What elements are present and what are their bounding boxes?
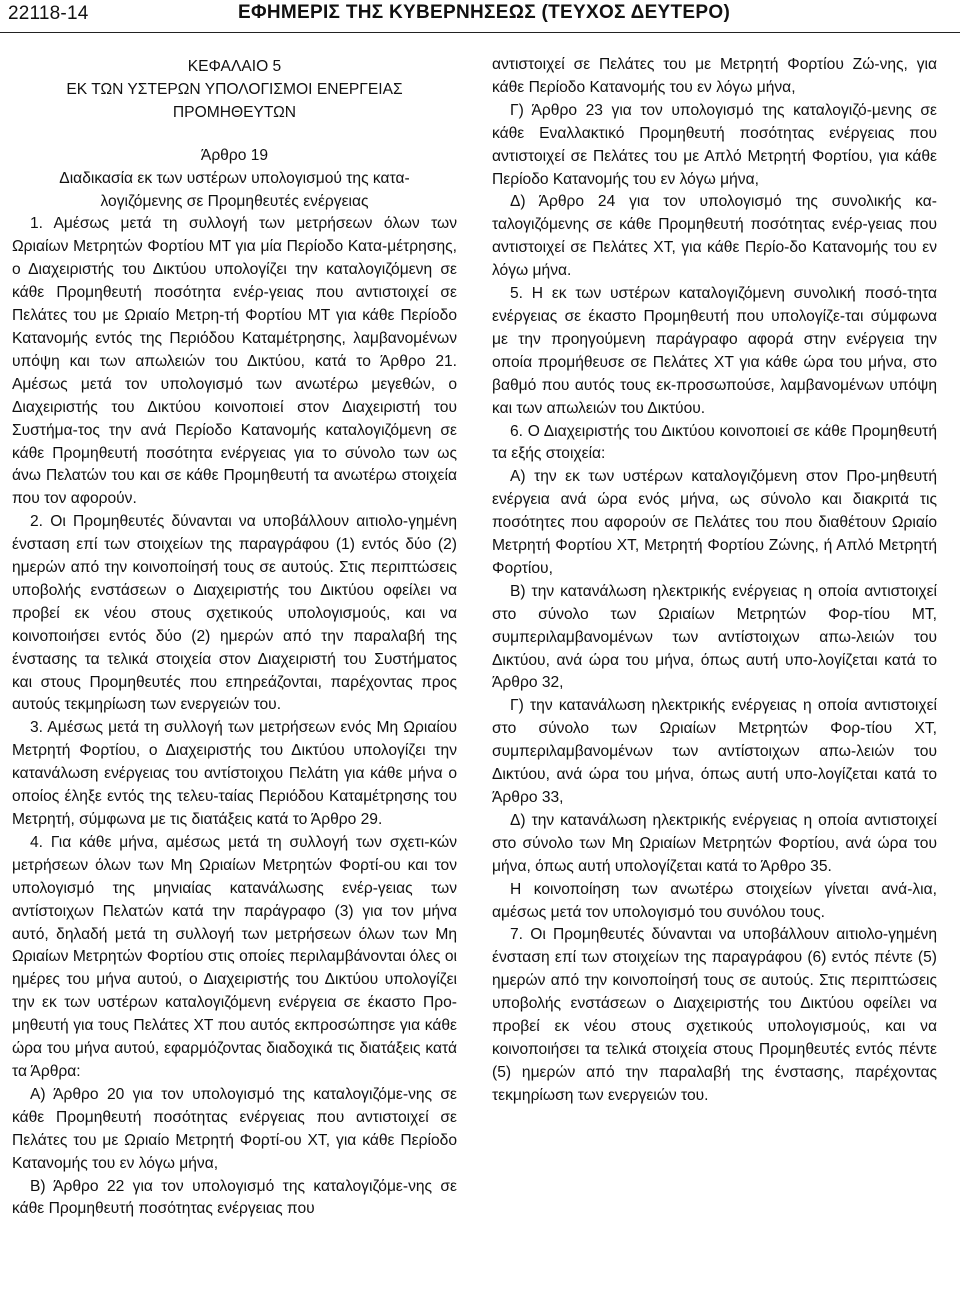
chapter-number: ΚΕΦΑΛΑΙΟ 5	[187, 58, 282, 75]
chapter-title-line: ΠΡΟΜΗΘΕΥΤΩΝ	[172, 103, 297, 121]
paragraph: Γ) την κατανάλωση ηλεκτρικής ενέργειας η οποία αντιστοιχεί στο σύνολο των Ωριαίων Μετρητών Φορ-τίου ΧΤ, συμπεριλαμβανομένων των αντίστοιχων απω-λειών του Δικτύου, ανά ώρα του μήνα, όπως αυτή υπο-λογίζεται κατά το Άρθρο 33,	[492, 697, 937, 806]
paragraph: Η κοινοποίηση των ανωτέρω στοιχείων γίνεται ανά-λια, αμέσως μετά τον υπολογισμό του συνόλου τους.	[492, 880, 937, 921]
paragraph: Α) Άρθρο 20 για τον υπολογισμό της καταλογιζόμε-νης σε κάθε Προμηθευτή ποσότητας ενέργειας που αντιστοιχεί σε Πελάτες του με Ωριαίο Μετρητή Φορτί-ου ΧΤ, για κάθε Περίοδο Κατανομής του εν λόγω μήνα,	[12, 1085, 457, 1172]
article-title-line: Διαδικασία εκ των υστέρων υπολογισμού της κατα-	[59, 169, 410, 187]
article-number: Άρθρο 19	[200, 146, 269, 164]
paragraph: Δ) Άρθρο 24 για τον υπολογισμό της συνολικής κα-ταλογιζόμενης σε κάθε Προμηθευτή ποσότητας ενέρ-γειας που αντιστοιχεί σε Πελάτες ΧΤ, για κάθε Περίο-δο Κατανομής του εν λόγω μήνα.	[492, 193, 937, 280]
article-title-line: λογιζόμενης σε Προμηθευτές ενέργειας	[100, 192, 369, 210]
paragraph: 7. Οι Προμηθευτές δύνανται να υποβάλλουν αιτιολο-γημένη ένσταση επί των στοιχείων της παραγράφου (6) εντός πέντε (5) ημερών από την κοινοποίησή τους σε αυτούς. Στις περιπτώσεις υποβολής ενστάσεων ο Διαχειριστής του Δικτύου οφείλει να προβεί εκ νέου στους σχετικούς υπολογισμούς, και να κοινοποιήσει τα τελικά στοιχεία στους Προμηθευτές εντός πέντε (5) ημερών από την παραλαβή της ένστασης, παρέχοντας τεκμηρίωση των ενεργειών του.	[492, 926, 937, 1104]
page-header	[0, 0, 960, 33]
chapter-title-line: ΕΚ ΤΩΝ ΥΣΤΕΡΩΝ ΥΠΟΛΟΓΙΣΜΟΙ ΕΝΕΡΓΕΙΑΣ	[66, 80, 403, 98]
paragraph: Δ) την κατανάλωση ηλεκτρικής ενέργειας η οποία αντιστοιχεί στο σύνολο των Μη Ωριαίων Μετρητών Φορτίου, ανά ώρα του μήνα, όπως αυτή υπολογίζεται κατά το Άρθρο 35.	[492, 811, 937, 875]
paragraph: Β) Άρθρο 22 για τον υπολογισμό της καταλογιζόμε-νης σε κάθε Προμηθευτή ποσότητας ενέργειας που	[12, 1177, 457, 1218]
chapter-heading	[12, 56, 457, 125]
paragraph: 6. Ο Διαχειριστής του Δικτύου κοινοποιεί σε κάθε Προμηθευτή τα εξής στοιχεία:	[492, 422, 937, 463]
paragraph: 1. Αμέσως μετά τη συλλογή των μετρήσεων όλων των Ωριαίων Μετρητών Φορτίου ΜΤ για μία Περίοδο Κατα-μέτρησης, ο Διαχειριστής του Δικτύου υπολογίζει την καταλογιζόμενη σε κάθε Προμηθευτή ποσότητα ενέρ-γειας που αντιστοιχεί σε Πελάτες του με Ωριαίο Μετρη-τή Φορτίου ΜΤ για κάθε Περίοδο Κατανομής εντός της Περιόδου Καταμέτρησης, λαμβανομένων υπόψη και των απωλειών του Δικτύου, κατά το Άρθρο 21. Αμέσως μετά τον υπολογισμό των ανωτέρω μεγεθών, ο Διαχειριστής του Δικτύου κοινοποιεί στον Διαχειριστή του Συστήμα-τος την ανά Περίοδο Κατανομής καταλογιζόμενη σε κάθε Προμηθευτή ποσότητα ενέργειας για το σύνολο των ως άνω Πελατών του και σε κάθε Προμηθευτή τα ανωτέρω στοιχεία που τον αφορούν.	[12, 215, 457, 508]
paragraph: 3. Αμέσως μετά τη συλλογή των μετρήσεων ενός Μη Ωριαίου Μετρητή Φορτίου, ο Διαχειριστής του Δικτύου υπολογίζει την κατανάλωση ενέργειας του αντίστοιχου Πελάτη για κάθε μήνα ο οποίος έληξε εντός της τελευ-ταίας Περιόδου Καταμέτρησης του Μετρητή, σύμφωνα με τις διατάξεις κατά το Άρθρο 29.	[12, 719, 457, 828]
page-number: 22118-14	[8, 3, 89, 24]
paragraph: Γ) Άρθρο 23 για τον υπολογισμό της καταλογιζό-μενης σε κάθε Εναλλακτικό Προμηθευτή ποσότητας ενέργειας που αντιστοιχεί σε Πελάτες του με Απλό Μετρητή Φορτίου, για κάθε Περίοδο Κατανομής του εν λόγω μήνα,	[492, 101, 937, 188]
paragraph: 5. Η εκ των υστέρων καταλογιζόμενη συνολική ποσό-τητα ενέργειας σε έκαστο Προμηθευτή που υπολογίζε-ται σύμφωνα με την προηγούμενη παράγραφο αφορά στην ενέργεια την οποία προμήθευσε σε Πελάτες ΧΤ για κάθε ώρα του μήνα, στο βαθμό που αυτός τους εκ-προσωπούσε, λαμβανομένων υπόψη και των απωλειών του Δικτύου.	[492, 285, 937, 417]
paragraph: Β) την κατανάλωση ηλεκτρικής ενέργειας η οποία αντιστοιχεί στο σύνολο των Ωριαίων Μετρητών Φορ-τίου ΜΤ, συμπεριλαμβανομένων των αντίστοιχων απω-λειών του Δικτύου, ανά ώρα του μήνα, όπως αυτή υπο-λογίζεται κατά το Άρθρο 32,	[492, 582, 937, 692]
paragraph-continued: αντιστοιχεί σε Πελάτες του με Μετρητή Φορτίου Ζώ-νης, για κάθε Περίοδο Κατανομής του εν λόγω μήνα,	[492, 56, 937, 96]
journal-title: ΕΦΗΜΕΡΙΣ ΤΗΣ ΚΥΒΕΡΝΗΣΕΩΣ (ΤΕΥΧΟΣ ΔΕΥΤΕΡΟ)	[238, 2, 731, 23]
paragraph: Α) την εκ των υστέρων καταλογιζόμενη στον Προ-μηθευτή ενέργεια ανά ώρα ενός μήνα, ως σύνολο και διακριτά τις ποσότητες που αφορούν σε Πελάτες του που διαθέτουν Ωριαίο Μετρητή Φορτίου ΧΤ, Μετρητή Φορτίου Ζώνης, ή Απλό Μετρητή Φορτίου,	[492, 468, 937, 577]
left-column	[12, 56, 457, 1221]
right-column	[492, 54, 937, 1108]
paragraph: 4. Για κάθε μήνα, αμέσως μετά τη συλλογή των σχετι-κών μετρήσεων όλων των Μη Ωριαίων Μετρητών Φορτί-ου και τον υπολογισμό της μηνιαίας κατανάλωσης ενέρ-γειας των αντίστοιχων Πελατών κατά την παράγραφο (3) για τον μήνα αυτό, δηλαδή μετά τη συλλογή των μετρήσεων όλων των Μη Ωριαίων Μετρητών Φορτίου στις οποίες περιλαμβάνονται όλες οι ημέρες του μήνα αυτού, ο Διαχειριστής του Δικτύου υπολογίζει την εκ των υστέρων καταλογιζόμενη ενέργεια σε έκαστο Προ-μηθευτή για τους Πελάτες ΧΤ που αυτός εκπροσώπησε για κάθε ώρα του μήνα αυτού, εφαρμόζοντας διαδοχικά τις διατάξεις κατά τα Άρθρα:	[12, 833, 457, 1080]
article-heading	[12, 145, 457, 214]
paragraph: 2. Οι Προμηθευτές δύνανται να υποβάλλουν αιτιολο-γημένη ένσταση επί των στοιχείων της παραγράφου (1) εντός δύο (2) ημερών από την κοινοποίησή τους σε αυτούς. Στις περιπτώσεις υποβολής ενστάσεων ο Διαχειριστής του Δικτύου οφείλει να προβεί εκ νέου στους σχετικούς υπολογισμούς, και να κοινοποιήσει εντός δύο (2) ημερών από την παραλαβή της ένστασης τα τελικά στοιχεία στον Διαχειριστή του Συστήματος και στους Προμηθευτές που επηρεάζονται, παρέχοντας προς αυτούς τεκμηρίωση των ενεργειών του.	[12, 513, 457, 714]
